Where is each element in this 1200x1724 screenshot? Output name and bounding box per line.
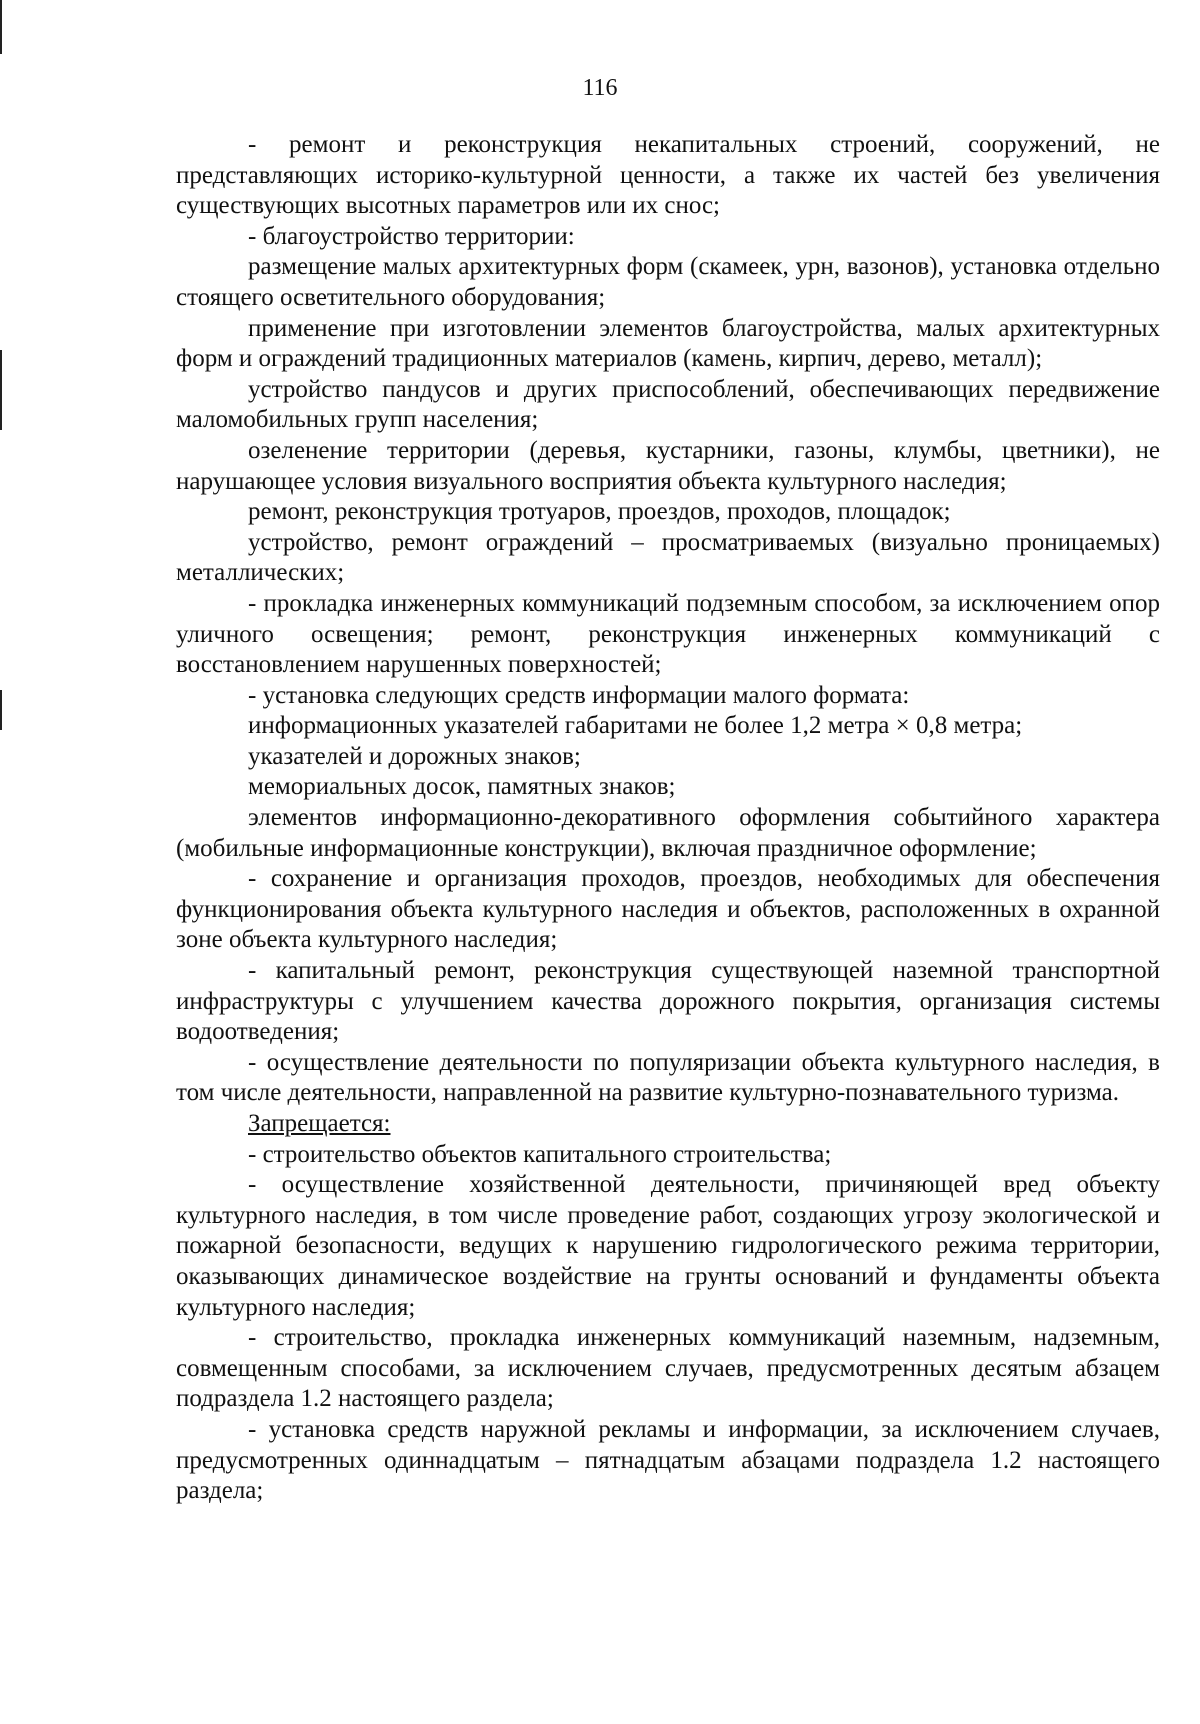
paragraph: мемориальных досок, памятных знаков; [248,773,676,801]
prohibited-item: - установка средств наружной рекламы и информации, за исключением случаев, предусмотренных одиннадцатым – пятнадцатым абзацами подраздела 1.2 настоящего раздела; [176,1415,1160,1505]
paragraph: устройство пандусов и других приспособлений, обеспечивающих передвижение маломобильных групп населения; [176,375,1160,434]
document-body [176,130,1160,1507]
paragraph: применение при изготовлении элементов благоустройства, малых архитектурных форм и ограждений традиционных материалов (камень, кирпич, дерево, металл); [176,314,1160,373]
paragraph: размещение малых архитектурных форм (скамеек, урн, вазонов), установка отдельно стоящего осветительного оборудования; [176,253,1160,311]
scan-edge-mark [0,690,2,730]
prohibited-heading-line [176,1109,1160,1140]
paragraph: - прокладка инженерных коммуникаций подземным способом, за исключением опор уличного освещения; ремонт, реконструкция инженерных коммуникаций с восстановлением нарушенных поверхностей; [176,589,1160,679]
paragraph: - ремонт и реконструкция некапитальных строений, сооружений, не представляющих историко-культурной ценности, а также их частей без увеличения существующих высотных параметров или их снос; [176,131,1160,220]
paragraph: информационных указателей габаритами не более 1,2 метра × 0,8 метра; [248,712,1023,740]
scan-edge-mark [0,350,2,430]
paragraph: - осуществление деятельности по популяризации объекта культурного наследия, в том числе деятельности, направленной на развитие культурно-познавательного туризма. [176,1048,1160,1107]
prohibited-item: - осуществление хозяйственной деятельности, причиняющей вред объекту культурного наследия, в том числе проведение работ, создающих угрозу экологической и пожарной безопасности, ведущих к нарушению гидрологического режима территории, оказывающих динамическое воздействие на грунты оснований и фундаменты объекта культурного наследия; [176,1171,1160,1321]
paragraph: устройство, ремонт ограждений – просматриваемых (визуально проницаемых) металлических; [176,528,1160,587]
paragraph: - сохранение и организация проходов, проездов, необходимых для обеспечения функционирования объекта культурного наследия и объектов, расположенных в охранной зоне объекта культурного наследия; [176,865,1160,954]
scan-edge-mark [0,0,2,54]
paragraph: - благоустройство территории: [248,222,575,250]
paragraph: указателей и дорожных знаков; [248,742,581,770]
prohibited-item: - строительство, прокладка инженерных коммуникаций наземным, надземным, совмещенным способами, за исключением случаев, предусмотренных десятым абзацем подраздела 1.2 настоящего раздела; [176,1324,1160,1413]
prohibited-heading: Запрещается: [248,1110,391,1137]
paragraph: озеленение территории (деревья, кустарники, газоны, клумбы, цветники), не нарушающее условия визуального восприятия объекта культурного наследия; [176,436,1160,495]
paragraph: - установка следующих средств информации малого формата: [248,681,910,709]
page-number: 116 [582,75,618,101]
paragraph: - капитальный ремонт, реконструкция существующей наземной транспортной инфраструктуры с улучшением качества дорожного покрытия, организация системы водоотведения; [176,957,1160,1046]
paragraph: элементов информационно-декоративного оформления событийного характера (мобильные информационные конструкции), включая праздничное оформление; [176,804,1160,862]
paragraph: ремонт, реконструкция тротуаров, проездов, проходов, площадок; [248,498,951,526]
prohibited-item: - строительство объектов капитального строительства; [248,1140,832,1168]
